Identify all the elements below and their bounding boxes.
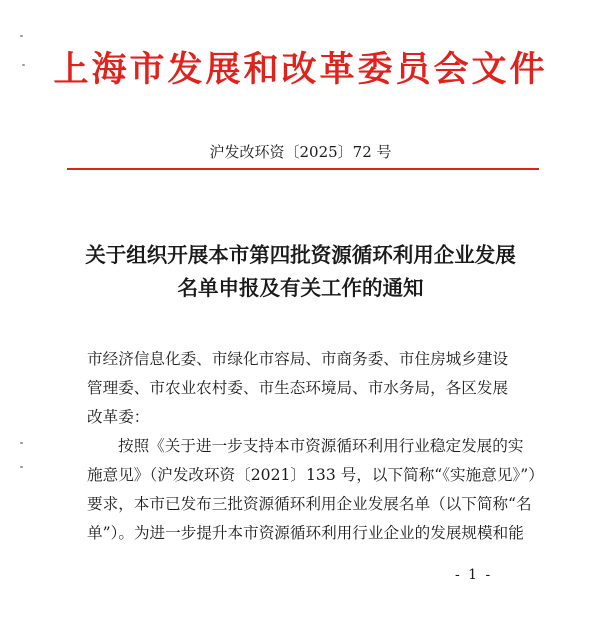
recipients-line: 管理委、市农业农村委、市生态环境局、市水务局，各区发展 <box>87 379 509 397</box>
document-title-line-2: 名单申报及有关工作的通知 <box>177 276 424 300</box>
body-paragraph-line: 要求，本市已发布三批资源循环利用企业发展名单（以下简称“名 <box>87 495 532 513</box>
document-number: 沪发改环资〔2025〕72 号 <box>209 143 392 161</box>
scan-speck <box>20 442 23 444</box>
recipients-line: 改革委： <box>87 408 150 426</box>
scan-speck <box>20 466 23 468</box>
red-separator-line <box>67 168 539 170</box>
body-paragraph-line: 按照《关于进一步支持本市资源循环利用行业稳定发展的实 <box>118 437 524 455</box>
recipients-line: 市经济信息化委、市绿化市容局、市商务委、市住房城乡建设 <box>87 350 509 368</box>
page-number: - 1 - <box>455 567 493 583</box>
document-body <box>87 345 544 548</box>
document-title <box>20 239 581 305</box>
scan-speck <box>20 35 23 37</box>
issuer-header-title: 上海市发展和改革委员会文件 <box>53 50 548 90</box>
body-paragraph-line: 单”）。为进一步提升本市资源循环利用行业企业的发展规模和能 <box>87 524 524 542</box>
body-paragraph-line: 施意见》（沪发改环资〔2021〕133 号，以下简称“《实施意见》”） <box>87 466 544 484</box>
document-title-line-1: 关于组织开展本市第四批资源循环利用企业发展 <box>85 243 516 267</box>
